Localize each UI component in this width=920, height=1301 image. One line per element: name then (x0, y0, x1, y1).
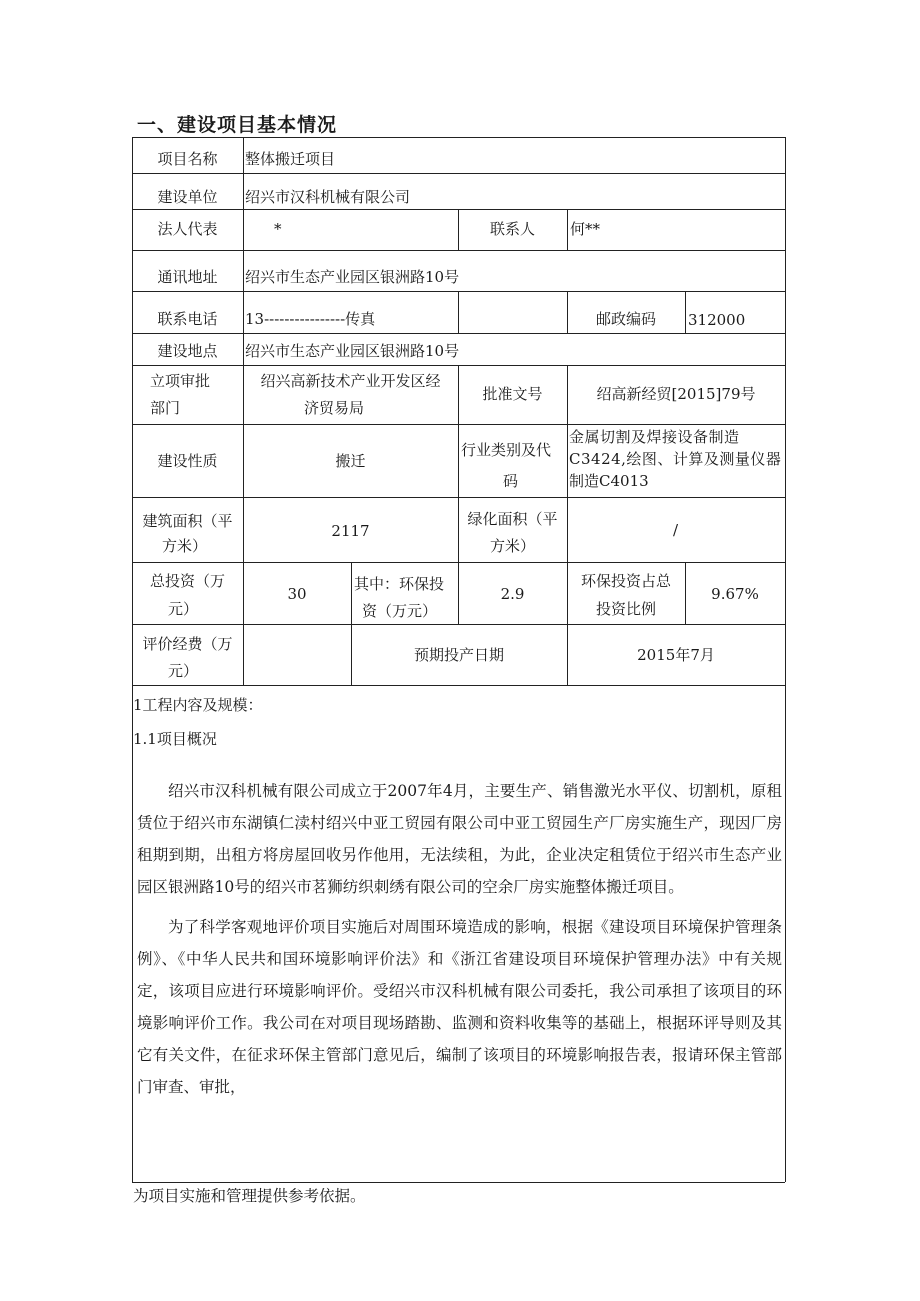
project-name-label: 项目名称 (157, 150, 218, 168)
approval-dept-label-line2: 部门 (150, 399, 181, 417)
site-value: 绍兴市生态产业园区银洲路10号 (245, 342, 460, 360)
contact-label: 联系人 (489, 220, 535, 238)
ratio-value: 9.67% (711, 585, 759, 603)
subsection-title: 1.1项目概况 (133, 730, 217, 748)
green-value: / (673, 521, 679, 539)
unit-value: 绍兴市汉科机械有限公司 (245, 188, 411, 206)
row-divider (132, 624, 785, 625)
industry-value-line1: 金属切割及焊接设备制造 (569, 428, 740, 446)
unit-label: 建设单位 (157, 188, 218, 206)
site-label: 建设地点 (157, 342, 218, 360)
start-date-value: 2015年7月 (637, 646, 715, 664)
start-date-label: 预期投产日期 (413, 646, 504, 664)
env-invest-value: 2.9 (500, 585, 525, 603)
legal-rep-value: * (274, 220, 282, 238)
area-label-line1: 建筑面积（平 (142, 512, 233, 530)
fee-label-line1: 评价经费（万 (142, 635, 233, 653)
row-divider (132, 173, 785, 174)
ratio-label-line2: 投资比例 (595, 600, 656, 618)
area-label-line2: 方米） (162, 537, 208, 555)
overview-paragraph: 绍兴市汉科机械有限公司成立于2007年4月，主要生产、销售激光水平仪、切割机，原租赁位于绍兴市东湖镇仁渎村绍兴中亚工贸园有限公司中亚工贸园生产厂房实施生产，现因厂房租期到期，出租方将房屋回收另作他用，无法续租，为此，企业决定租赁位于绍兴市生态产业园区银洲路10号的绍兴市茗狮纺织刺绣有限公司的空余厂房实施整体搬迁项目。 (137, 782, 782, 896)
approval-dept-label-line1: 立项审批 (150, 372, 211, 390)
address-value: 绍兴市生态产业园区银洲路10号 (245, 268, 460, 286)
invest-label-line2: 元） (168, 600, 199, 618)
legal-rep-label: 法人代表 (157, 220, 218, 238)
ratio-label-line1: 环保投资占总 (580, 572, 671, 590)
area-value: 2117 (331, 522, 370, 540)
table-border-bottom (132, 1182, 785, 1183)
phone-label: 联系电话 (157, 310, 218, 328)
col-divider (567, 209, 568, 250)
row-divider (132, 250, 785, 251)
section-heading: 一、建设项目基本情况 (137, 114, 338, 136)
row-divider (132, 685, 785, 686)
invest-value: 30 (287, 585, 307, 603)
col-divider (351, 562, 352, 685)
approval-dept-value-line2: 济贸易局 (304, 399, 365, 417)
address-label: 通讯地址 (157, 268, 218, 286)
trailing-line: 为项目实施和管理提供参考依据。 (133, 1187, 366, 1205)
fee-label-line2: 元） (168, 662, 199, 680)
env-invest-label-line1: 其中：环保投 (354, 575, 445, 593)
invest-label-line1: 总投资（万 (149, 572, 225, 590)
contact-value: 何** (570, 220, 601, 238)
section-title: 1工程内容及规模： (133, 696, 263, 714)
postcode-value: 312000 (688, 311, 746, 329)
env-invest-label-line2: 资（万元） (362, 602, 438, 620)
row-divider (132, 333, 785, 334)
industry-label-line1: 行业类别及代 (461, 441, 552, 459)
green-label-line1: 绿化面积（平 (467, 510, 558, 528)
green-label-line2: 方米） (490, 537, 536, 555)
approval-dept-value-line1: 绍兴高新技术产业开发区经 (260, 372, 441, 390)
col-divider (685, 291, 686, 333)
table-border-top (132, 137, 785, 138)
approval-no-label: 批准文号 (482, 385, 543, 403)
industry-label-line2: 码 (503, 472, 519, 490)
table-border-right (785, 137, 786, 1182)
postcode-label: 邮政编码 (595, 310, 656, 328)
phone-value: 13----------------传真 (245, 310, 376, 328)
col-divider (458, 291, 459, 333)
nature-value: 搬迁 (335, 452, 366, 470)
industry-value-line2: C3424,绘图、计算及测量仪器 (569, 450, 782, 468)
project-overview-text (137, 775, 782, 1111)
nature-label: 建设性质 (157, 452, 218, 470)
industry-value-line3: 制造C4013 (569, 472, 649, 490)
approval-no-value: 绍高新经贸[2015]79号 (596, 385, 756, 403)
project-name-value: 整体搬迁项目 (245, 150, 336, 168)
table-border-left (132, 137, 133, 1182)
assessment-paragraph: 为了科学客观地评价项目实施后对周围环境造成的影响，根据《建设项目环境保护管理条例》、《中华人民共和国环境影响评价法》和《浙江省建设项目环境保护管理办法》中有关规定，该项目应进行环境影响评价。受绍兴市汉科机械有限公司委托，我公司承担了该项目的环境影响评价工作。我公司在对项目现场踏勘、监测和资料收集等的基础上，根据环评导则及其它有关文件，在征求环保主管部门意见后，编制了该项目的环境影响报告表，报请环保主管部门审查、审批， (137, 918, 782, 1096)
